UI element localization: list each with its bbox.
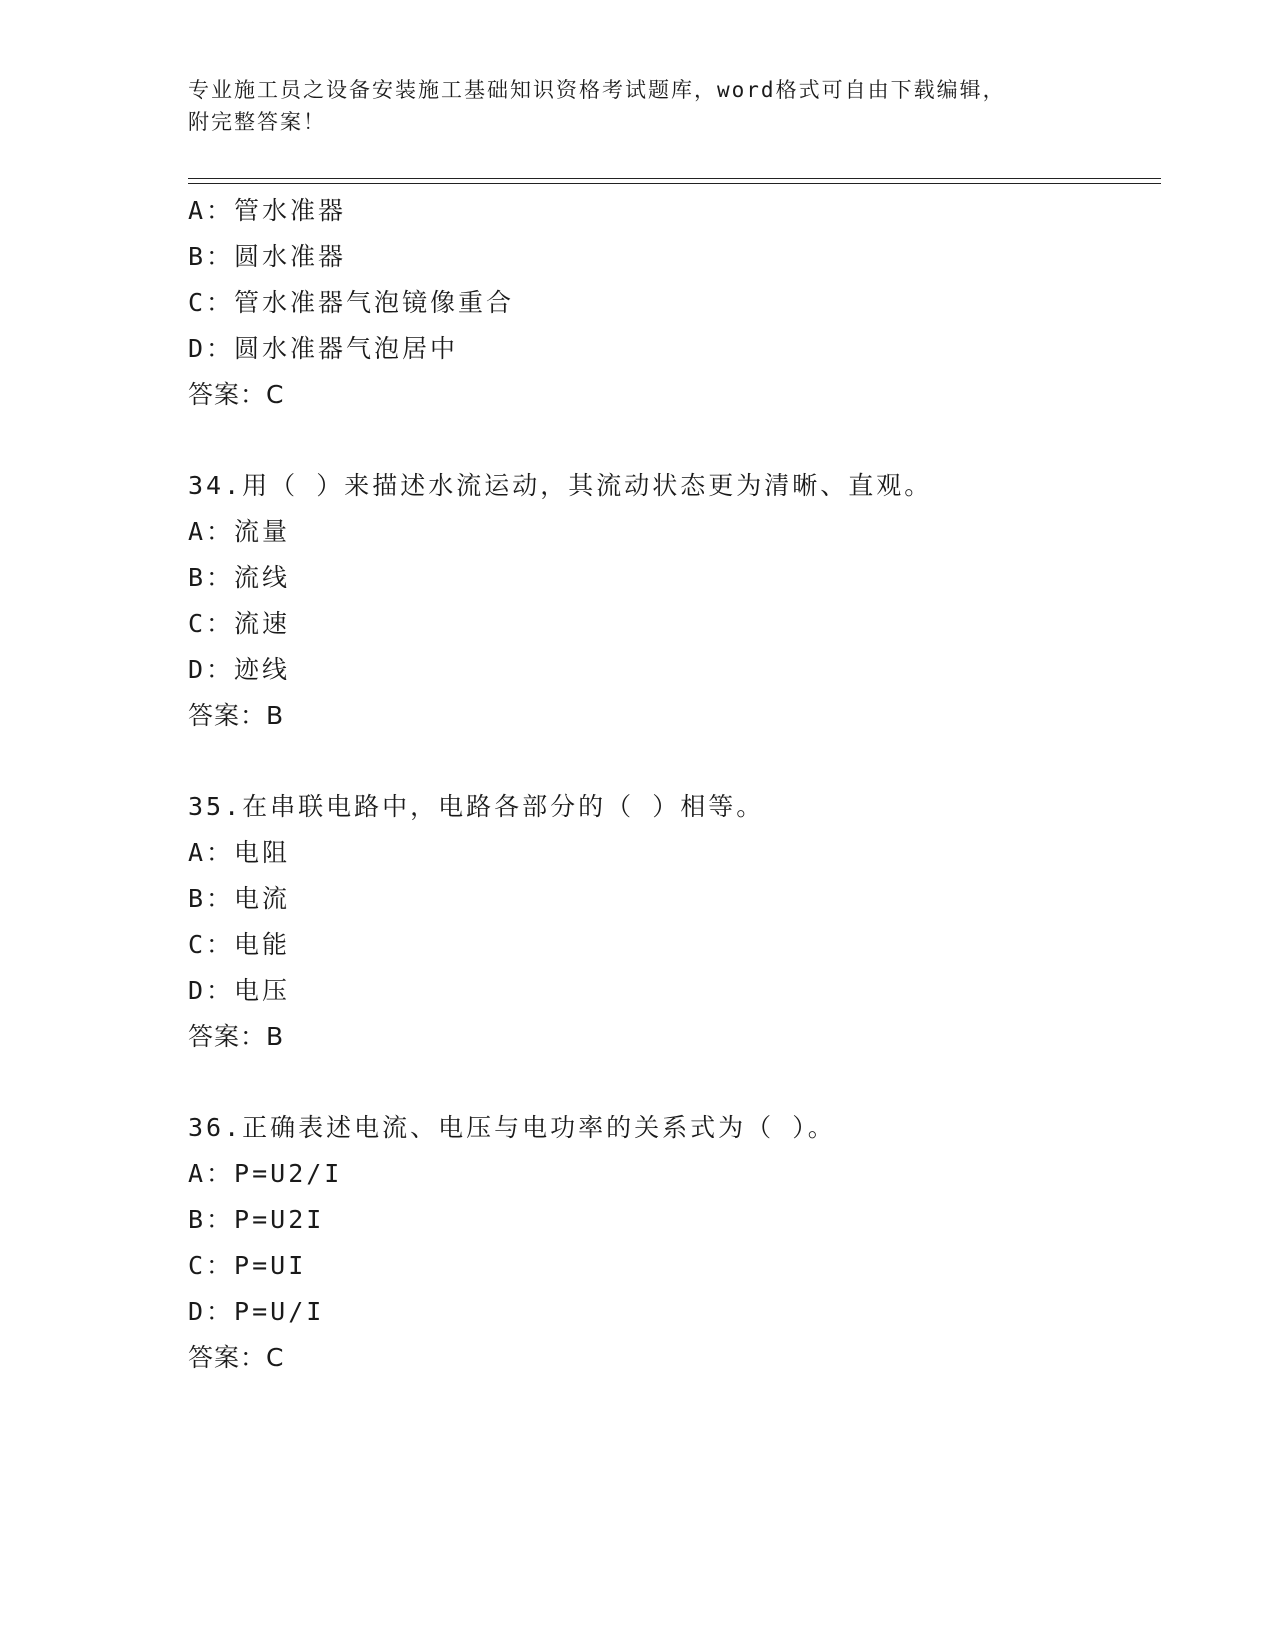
block-spacer (188, 739, 1158, 784)
option-b: B：P=U2I (188, 1205, 325, 1234)
option-a: A：流量 (188, 517, 291, 546)
answer-line: 答案：C (188, 1343, 285, 1372)
answer-line: 答案：C (188, 380, 285, 409)
option-a: A：管水准器 (188, 196, 347, 225)
header-line-2: 附完整答案！ (188, 110, 326, 134)
option-b: B：圆水准器 (188, 242, 347, 271)
option-b: B：流线 (188, 563, 291, 592)
block-spacer (188, 418, 1158, 463)
block-spacer (188, 1060, 1158, 1105)
option-d: D：P=U/I (188, 1297, 325, 1326)
header-divider-top (188, 178, 1161, 179)
option-c: C：管水准器气泡镜像重合 (188, 288, 515, 317)
header-line-1: 专业施工员之设备安装施工基础知识资格考试题库，word格式可自由下载编辑， (188, 78, 1006, 102)
question-block-36 (188, 1105, 1158, 1381)
header-divider-bottom (188, 183, 1161, 184)
option-d: D：圆水准器气泡居中 (188, 334, 459, 363)
option-a: A：电阻 (188, 838, 291, 867)
option-b: B：电流 (188, 884, 291, 913)
answer-line: 答案：B (188, 701, 285, 730)
answer-line: 答案：B (188, 1022, 285, 1051)
option-a: A：P=U2/I (188, 1159, 343, 1188)
document-header (188, 74, 1088, 138)
option-d: D：电压 (188, 976, 291, 1005)
option-c: C：流速 (188, 609, 291, 638)
question-block-33 (188, 188, 1158, 418)
question-block-34 (188, 463, 1158, 739)
question-text: 34.用（ ）来描述水流运动，其流动状态更为清晰、直观。 (188, 471, 933, 500)
question-list (188, 188, 1158, 1381)
option-d: D：迹线 (188, 655, 291, 684)
option-c: C：P=UI (188, 1251, 307, 1280)
option-c: C：电能 (188, 930, 291, 959)
question-text: 36.正确表述电流、电压与电功率的关系式为（ ）。 (188, 1113, 836, 1142)
question-block-35 (188, 784, 1158, 1060)
question-text: 35.在串联电路中，电路各部分的（ ）相等。 (188, 792, 765, 821)
